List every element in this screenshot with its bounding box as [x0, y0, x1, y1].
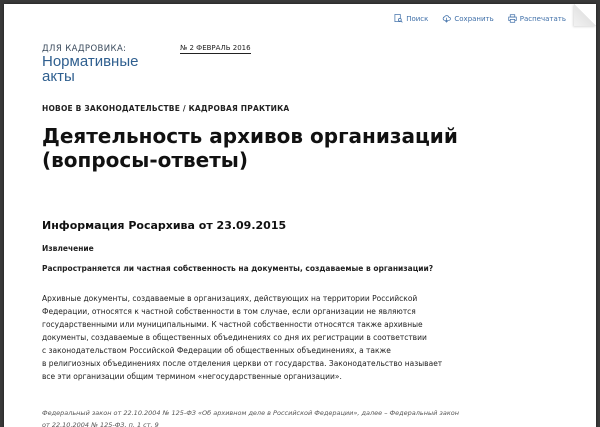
publication-logo[interactable]	[42, 44, 138, 84]
save-button-label: Сохранить	[454, 14, 494, 23]
section-breadcrumb: НОВОЕ В ЗАКОНОДАТЕЛЬСТВЕ / КАДРОВАЯ ПРАКТИКА	[42, 104, 290, 113]
article-title-line1: Деятельность архивов организаций	[42, 124, 458, 148]
article-subtitle: Информация Росархива от 23.09.2015	[42, 219, 287, 232]
save-button[interactable]	[442, 14, 493, 23]
publication-logo-line1: Нормативные	[42, 53, 139, 70]
extract-label: Извлечение	[42, 244, 94, 253]
answer-line: Архивные документы, создаваемые в организациях, действующих на территории Российской	[42, 294, 418, 303]
search-button-label: Поиск	[406, 14, 429, 23]
question-heading: Распространяется ли частная собственность на документы, создаваемые в организации?	[42, 264, 434, 273]
print-button-label: Распечатать	[519, 14, 566, 23]
cloud-download-icon	[442, 14, 451, 23]
print-button[interactable]	[508, 14, 566, 23]
answer-line: государственными или муниципальными. К частной собственности относятся также архивные	[42, 320, 423, 329]
article-title	[42, 124, 512, 172]
publication-logo-kicker: ДЛЯ КАДРОВИКА:	[42, 44, 127, 54]
search-document-icon	[394, 14, 403, 23]
page-curl	[574, 4, 596, 26]
document-toolbar	[394, 14, 566, 23]
answer-line: Федерации, относятся к частной собственности в том случае, если организации не являются	[42, 307, 416, 316]
answer-line: с законодательством Российской Федерации об общественных объединениях, а также	[42, 346, 391, 355]
article-title-line2: (вопросы-ответы)	[42, 148, 249, 172]
answer-line: все эти организации общим термином «негосударственные организации».	[42, 372, 342, 381]
legal-reference-line: от 22.10.2004 № 125-ФЗ, п. 1 ст. 9	[42, 421, 159, 427]
answer-paragraph	[42, 292, 443, 383]
publication-logo-line2: акты	[42, 68, 75, 85]
legal-reference	[42, 407, 459, 427]
search-button[interactable]	[394, 14, 428, 23]
printer-icon	[508, 14, 517, 23]
answer-line: документы, создаваемые в общественных объединениях со дня их регистрации в соответствии	[42, 333, 427, 342]
issue-number-link[interactable]: № 2 ФЕВРАЛЬ 2016	[180, 44, 251, 52]
legal-reference-line: Федеральный закон от 22.10.2004 № 125-ФЗ «Об архивном деле в Российской Федерации», далее – Федеральный закон	[42, 409, 459, 417]
answer-line: в религиозных объединениях после отделения церкви от государства. Законодательство называет	[42, 359, 443, 368]
document-page	[4, 4, 596, 427]
